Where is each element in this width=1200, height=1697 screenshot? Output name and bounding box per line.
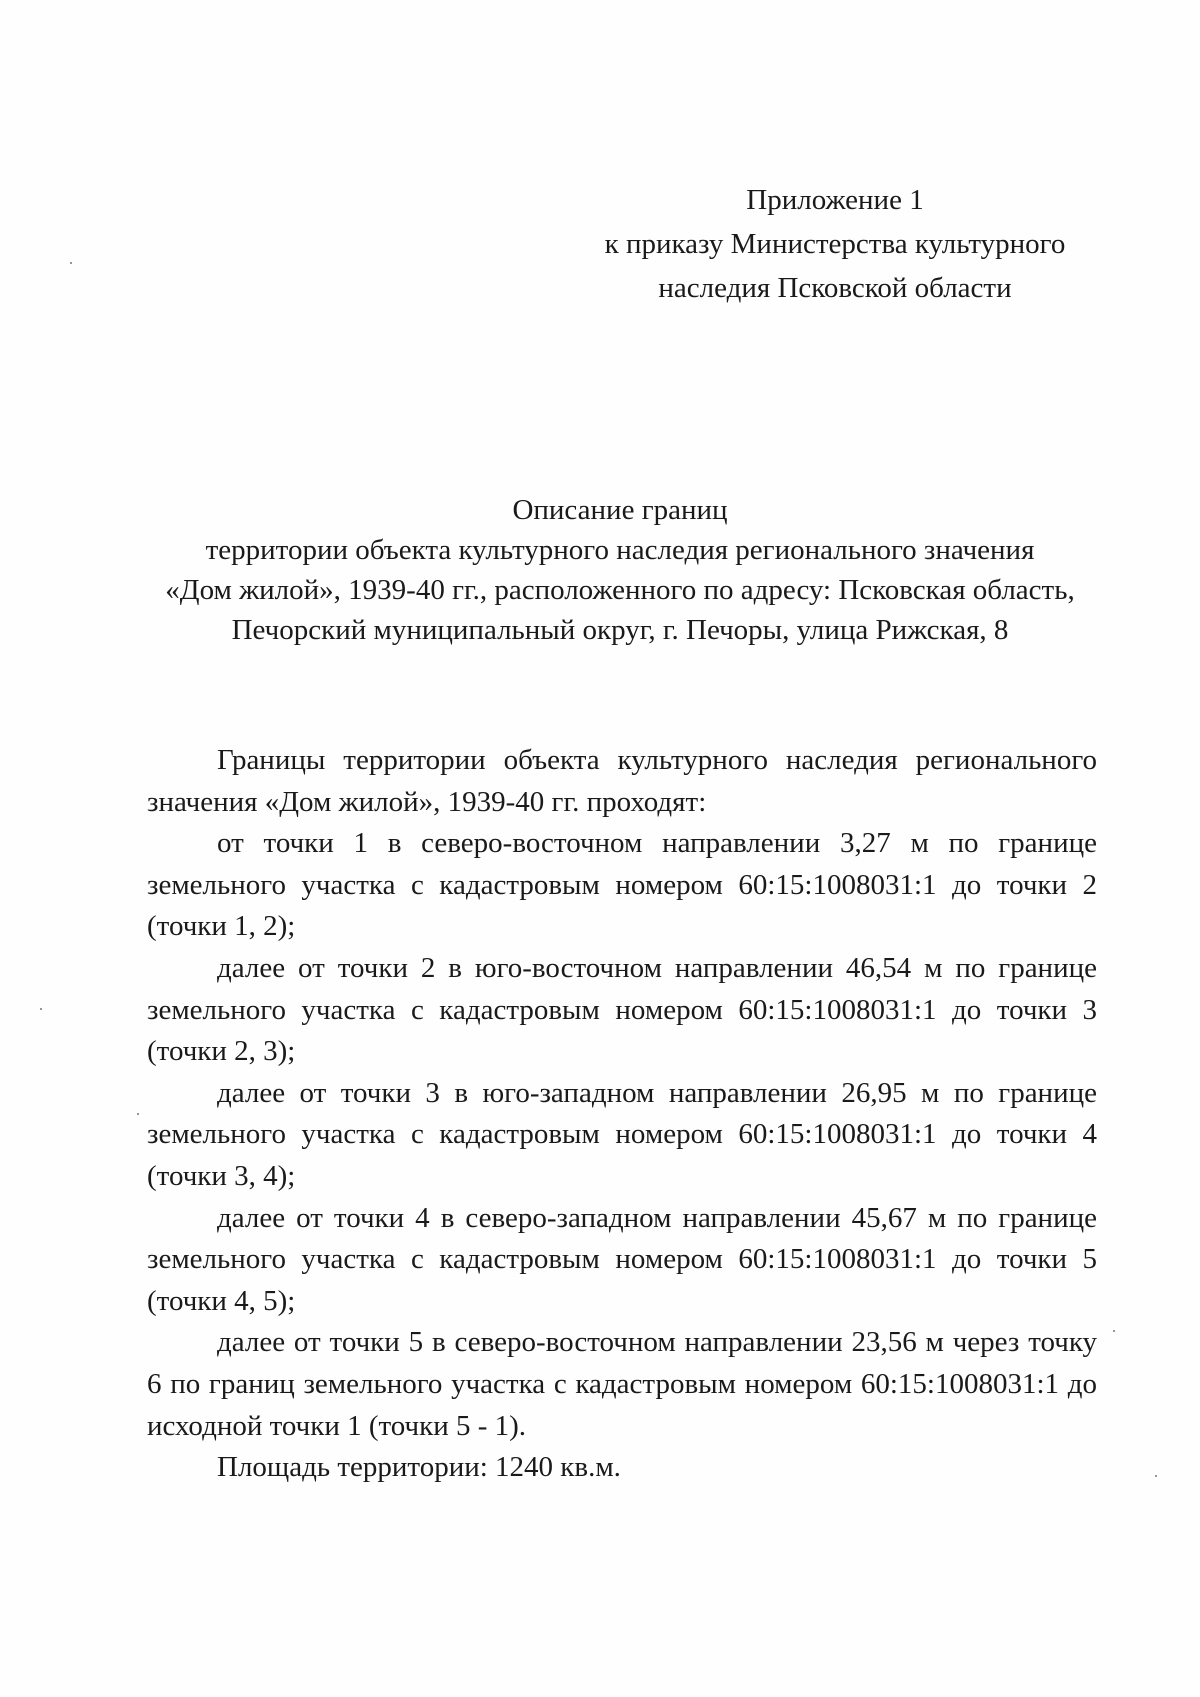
paragraph-area: Площадь территории: 1240 кв.м.	[217, 1451, 621, 1484]
scan-speck	[70, 262, 72, 264]
title-line-3: «Дом жилой», 1939-40 гг., расположенного по адресу: Псковская область,	[165, 574, 1075, 606]
scan-speck	[137, 1113, 139, 1115]
appendix-ministry-line: наследия Псковской области	[658, 272, 1012, 304]
scan-speck	[40, 1008, 42, 1010]
paragraph-segment-4-5: далее от точки 4 в северо-западном направлении 45,67 м по границе земельного участка с кадастровым номером 60:15:1008031:1 до точки 5 (точки 4, 5);	[147, 1201, 1097, 1317]
document-title	[140, 490, 1100, 650]
paragraph-segment-2-3: далее от точки 2 в юго-восточном направлении 46,54 м по границе земельного участка с кадастровым номером 60:15:1008031:1 до точки 3 (точки 2, 3);	[147, 951, 1097, 1068]
paragraph-segment-5-1: далее от точки 5 в северо-восточном направлении 23,56 м через точку 6 по границ земельного участка с кадастровым номером 60:15:1008031:1 до исходной точки 1 (точки 5 - 1).	[147, 1326, 1097, 1442]
paragraph-intro: Границы территории объекта культурного наследия регионального значения «Дом жилой», 1939-40 гг. проходят:	[147, 744, 1097, 818]
appendix-title: Приложение 1	[746, 184, 924, 216]
title-line-1: Описание границ	[512, 494, 728, 526]
scan-speck	[1113, 1330, 1115, 1332]
title-line-2: территории объекта культурного наследия регионального значения	[205, 534, 1035, 566]
title-line-4: Печорский муниципальный округ, г. Печоры, улица Рижская, 8	[231, 614, 1009, 646]
appendix-order-line: к приказу Министерства культурного	[604, 228, 1066, 260]
scan-speck	[1155, 1475, 1157, 1477]
paragraph-segment-1-2: от точки 1 в северо-восточном направлении 3,27 м по границе земельного участка с кадастровым номером 60:15:1008031:1 до точки 2 (точки 1, 2);	[147, 827, 1097, 943]
paragraph-segment-3-4: далее от точки 3 в юго-западном направлении 26,95 м по границе земельного участка с кадастровым номером 60:15:1008031:1 до точки 4 (точки 3, 4);	[147, 1076, 1097, 1192]
document-body	[147, 740, 1097, 1489]
appendix-header	[570, 178, 1100, 310]
